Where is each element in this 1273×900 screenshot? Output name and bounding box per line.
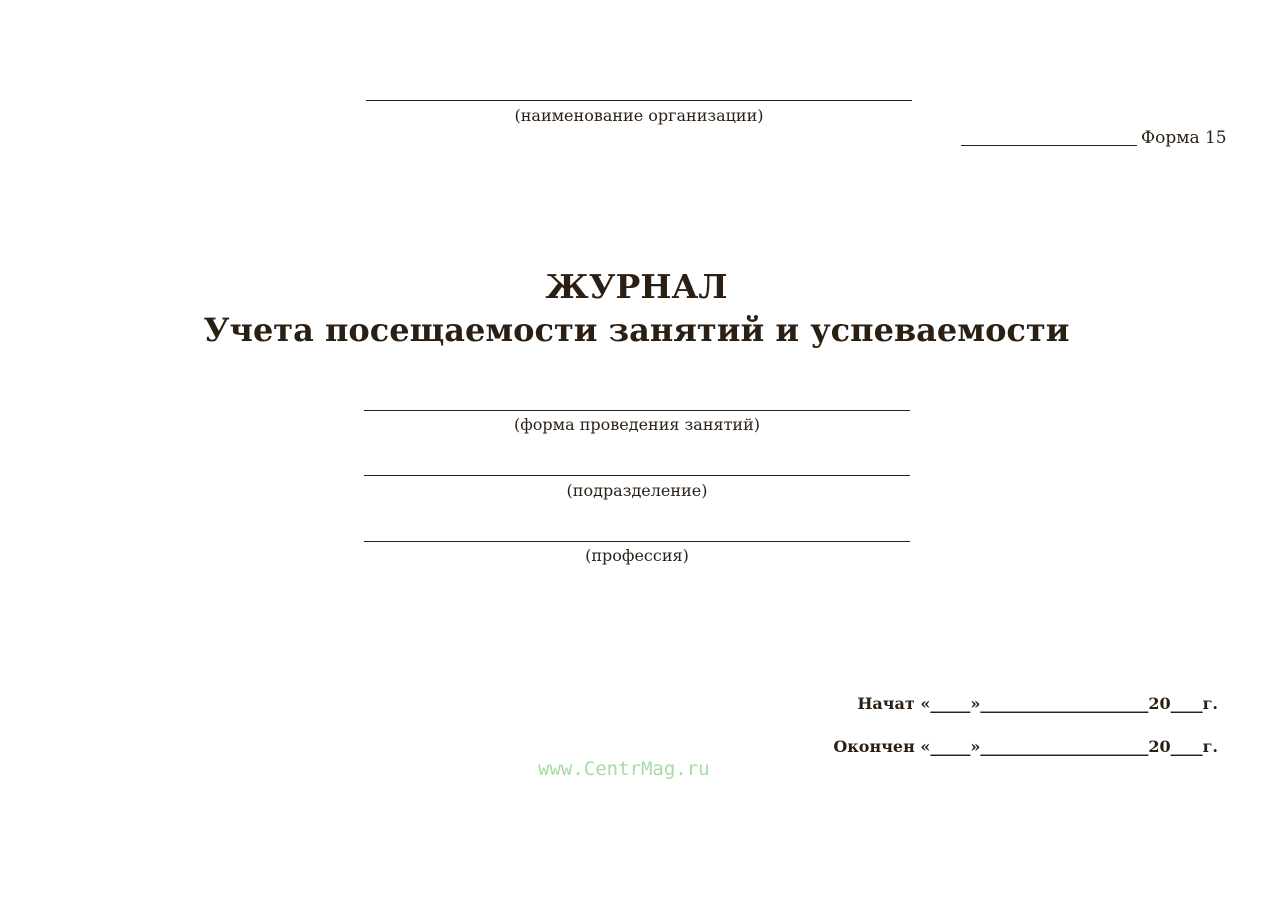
journal-title: ЖУРНАЛ <box>545 267 728 306</box>
lesson-form-caption: (форма проведения занятий) <box>514 415 760 434</box>
form-number-line[interactable] <box>961 145 1137 146</box>
started-date[interactable]: Начат «_____»_____________________20____г. <box>857 694 1218 713</box>
organization-name-caption: (наименование организации) <box>514 106 764 125</box>
form-number-label: Форма 15 <box>1141 128 1227 148</box>
journal-subtitle: Учета посещаемости занятий и успеваемости <box>203 311 1070 349</box>
organization-name-line[interactable] <box>366 100 912 101</box>
profession-line[interactable] <box>364 541 910 542</box>
division-line[interactable] <box>364 475 910 476</box>
watermark-text: www.CentrMag.ru <box>538 758 710 780</box>
finished-date[interactable]: Окончен «_____»_____________________20____г. <box>833 737 1218 756</box>
lesson-form-line[interactable] <box>364 410 910 411</box>
profession-caption: (профессия) <box>585 546 689 565</box>
division-caption: (подразделение) <box>566 481 708 500</box>
